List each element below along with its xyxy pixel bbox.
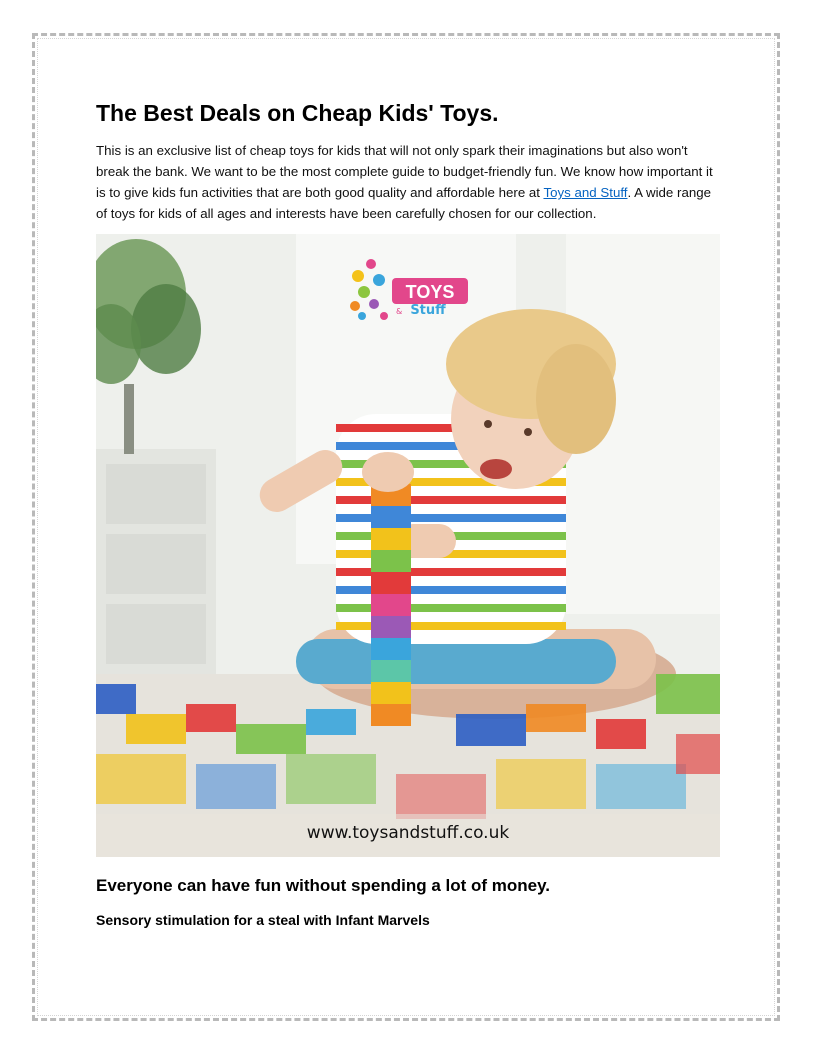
logo-stuff-text: Stuff xyxy=(410,303,446,318)
intro-paragraph xyxy=(96,140,720,224)
logo-toys-text: TOYS xyxy=(405,282,455,302)
document-body xyxy=(96,98,720,930)
block-tower xyxy=(371,484,411,726)
logo-ampersand: & xyxy=(396,307,403,316)
hero-illustration xyxy=(96,234,720,857)
website-url: www.toysandstuff.co.uk xyxy=(306,823,510,843)
section-heading: Everyone can have fun without spending a lot of money. xyxy=(96,876,551,895)
hero-image xyxy=(96,234,720,857)
subsection-heading: Sensory stimulation for a steal with Infant Marvels xyxy=(96,912,430,928)
page-title: The Best Deals on Cheap Kids' Toys. xyxy=(96,100,499,126)
intro-text-before: This is an exclusive list of cheap toys for kids that will not only spark their imaginations but also won't break the bank. We want to be the most complete guide to budget-friendly fun. We know how important it is to give kids fun activities that are both good quality and affordable here at xyxy=(96,143,713,200)
toys-and-stuff-link[interactable]: Toys and Stuff xyxy=(543,185,628,200)
intro-text-after: . A wide range of toys for kids of all ages and interests have been carefully chosen for our collection. xyxy=(96,185,712,221)
